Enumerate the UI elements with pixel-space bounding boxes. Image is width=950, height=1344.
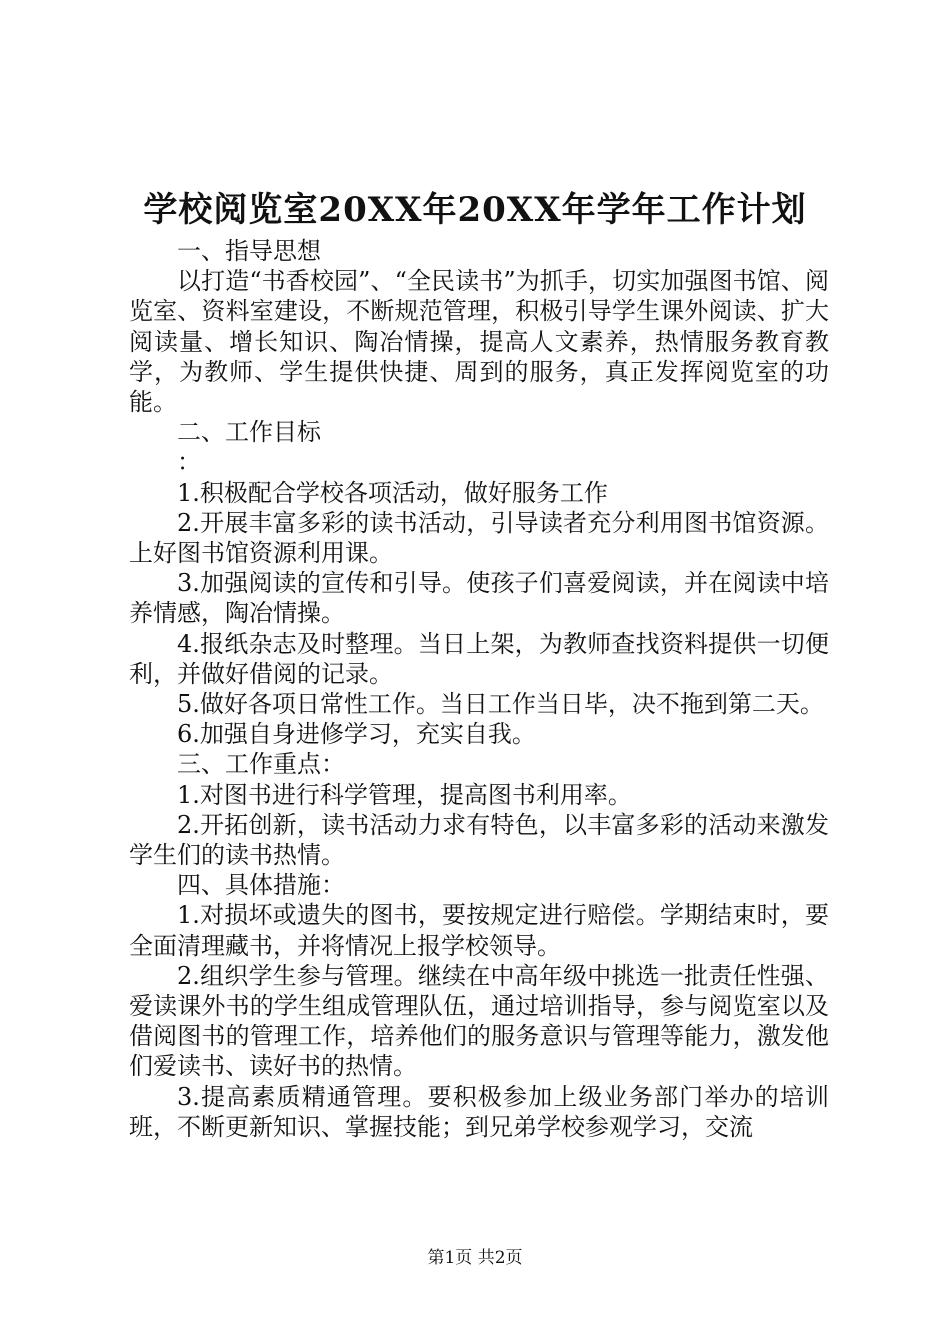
measure-item-1: 1.对损坏或遗失的图书，要按规定进行赔偿。学期结束时，要全面清理藏书，并将情况上报学校领导。 — [129, 901, 829, 960]
section-heading-4: 四、具体措施： — [177, 871, 345, 900]
measure-item-3: 3.提高素质精通管理。要积极参加上级业务部门举办的培训班，不断更新知识、掌握技能；到兄弟学校参观学习，交流 — [129, 1082, 829, 1141]
paragraph-guiding-idea: 以打造“书香校园”、“全民读书”为抓手，切实加强图书馆、阅览室、资料室建设，不断规范管理，积极引导学生课外阅读、扩大阅读量、增长知识、陶冶情操，提高人文素养，热情服务教育教学，为教师、学生提供快捷、周到的服务，真正发挥阅览室的功能。 — [129, 267, 829, 417]
goal-item-5: 5.做好各项日常性工作。当日工作当日毕，决不拖到第二天。 — [177, 690, 824, 719]
goal-item-6: 6.加强自身进修学习，充实自我。 — [177, 720, 536, 749]
section-heading-2: 二、工作目标 — [177, 418, 321, 447]
page-footer: 第1页 共2页 — [427, 1248, 523, 1268]
goal-item-2: 2.开展丰富多彩的读书活动，引导读者充分利用图书馆资源。上好图书馆资源利用课。 — [129, 508, 829, 568]
goal-item-1: 1.积极配合学校各项活动，做好服务工作 — [177, 478, 608, 507]
measure-item-2: 2.组织学生参与管理。继续在中高年级中挑选一批责任性强、爱读课外书的学生组成管理队伍，通过培训指导，参与阅览室以及借阅图书的管理工作，培养他们的服务意识与管理等能力，激发他们爱读书、读好书的热情。 — [129, 961, 829, 1081]
focus-item-1: 1.对图书进行科学管理，提高图书利用率。 — [177, 780, 632, 809]
focus-item-2: 2.开拓创新，读书活动力求有特色，以丰富多彩的活动来激发学生们的读书热情。 — [129, 810, 829, 870]
colon-line: ： — [177, 448, 201, 477]
document-body — [129, 236, 829, 1142]
section-heading-3: 三、工作重点： — [177, 750, 345, 779]
document-title: 学校阅览室20XX年20XX年学年工作计划 — [143, 190, 807, 230]
section-heading-1: 一、指导思想 — [177, 237, 321, 265]
goal-item-4: 4.报纸杂志及时整理。当日上架，为教师查找资料提供一切便利，并做好借阅的记录。 — [129, 629, 829, 688]
goal-item-3: 3.加强阅读的宣传和引导。使孩子们喜爱阅读，并在阅读中培养情感，陶冶情操。 — [129, 569, 829, 628]
